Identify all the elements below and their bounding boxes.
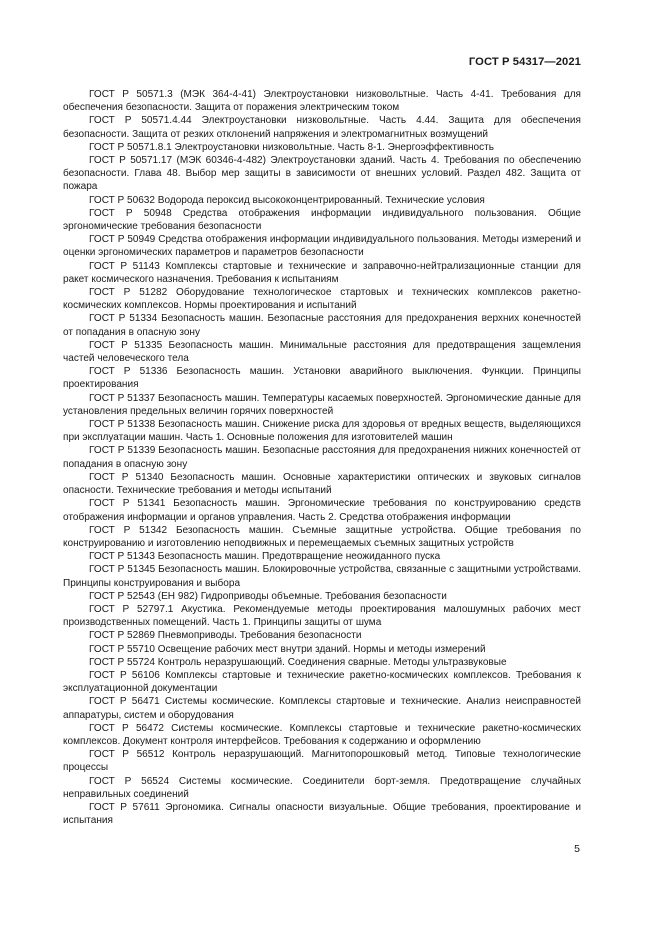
- reference-item: ГОСТ Р 50571.8.1 Электроустановки низковольтные. Часть 8-1. Энергоэффективность: [89, 141, 494, 153]
- reference-item: ГОСТ Р 50632 Водорода пероксид высококонцентрированный. Технические условия: [89, 194, 485, 206]
- reference-item: ГОСТ Р 51282 Оборудование технологическое стартовых и технических комплексов ракетно-космических комплексов. Нормы проектирования и испытаний: [63, 287, 581, 312]
- normative-references-list: [63, 88, 581, 827]
- reference-item: ГОСТ Р 56471 Системы космические. Комплексы стартовые и технические. Анализ неисправностей аппаратуры, систем и оборудования: [63, 696, 581, 721]
- reference-item: ГОСТ Р 52543 (ЕН 982) Гидроприводы объемные. Требования безопасности: [89, 590, 447, 602]
- reference-item: ГОСТ Р 51337 Безопасность машин. Температуры касаемых поверхностей. Эргономические данные для установления предельных величин горячих поверхностей: [63, 392, 581, 417]
- reference-item: ГОСТ Р 50571.3 (МЭК 364-4-41) Электроустановки низковольтные. Часть 4-41. Требования для обеспечения безопасности. Защита от поражения электрическим током: [63, 89, 581, 114]
- reference-item: ГОСТ Р 51340 Безопасность машин. Основные характеристики оптических и звуковых сигналов опасности. Технические требования и методы испытаний: [63, 471, 581, 497]
- reference-item: ГОСТ Р 56106 Комплексы стартовые и технические ракетно-космических комплексов. Требования к эксплуатационной документации: [63, 669, 581, 695]
- reference-item: ГОСТ Р 51342 Безопасность машин. Съемные защитные устройства. Общие требования по конструированию и изготовлению неподвижных и перемещаемых съемных защитных устройств: [63, 524, 581, 549]
- reference-item: ГОСТ Р 57611 Эргономика. Сигналы опасности визуальные. Общие требования, проектирование и испытания: [63, 801, 581, 827]
- document-header: ГОСТ Р 54317—2021: [468, 56, 581, 68]
- reference-item: ГОСТ Р 51143 Комплексы стартовые и технические и заправочно-нейтрализационные станции для ракет космического назначения. Требования к испытаниям: [63, 260, 581, 285]
- reference-item: ГОСТ Р 52869 Пневмоприводы. Требования безопасности: [89, 630, 362, 642]
- reference-item: ГОСТ Р 51338 Безопасность машин. Снижение риска для здоровья от вредных веществ, выделяющихся при эксплуатации машин. Часть 1. Основные положения для изготовителей машин: [63, 419, 581, 444]
- reference-item: ГОСТ Р 56512 Контроль неразрушающий. Магнитопорошковый метод. Типовые технологические процессы: [63, 749, 581, 774]
- reference-item: ГОСТ Р 51343 Безопасность машин. Предотвращение неожиданного пуска: [89, 551, 441, 563]
- reference-item: ГОСТ Р 50949 Средства отображения информации индивидуального пользования. Методы измерений и оценки эргономических параметров и параметров безопасности: [63, 234, 581, 259]
- page-number: 5: [574, 843, 580, 855]
- reference-item: ГОСТ Р 51336 Безопасность машин. Установки аварийного выключения. Функции. Принципы проектирования: [63, 366, 581, 391]
- reference-item: ГОСТ Р 52797.1 Акустика. Рекомендуемые методы проектирования малошумных рабочих мест производственных помещений. Часть 1. Принципы защиты от шума: [63, 603, 581, 629]
- reference-item: ГОСТ Р 55710 Освещение рабочих мест внутри зданий. Нормы и методы измерений: [89, 643, 486, 655]
- reference-item: ГОСТ Р 51345 Безопасность машин. Блокировочные устройства, связанные с защитными устройствами. Принципы конструирования и выбора: [63, 564, 581, 589]
- reference-item: ГОСТ Р 56472 Системы космические. Комплексы стартовые и технические ракетно-космических комплексов. Документ контроля интерфейсов. Требования к содержанию и оформлению: [63, 722, 581, 747]
- reference-item: ГОСТ Р 50571.17 (МЭК 60346-4-482) Электроустановки зданий. Часть 4. Требования по обеспечению безопасности. Глава 48. Выбор мер защиты в зависимости от внешних условий. Раздел 482. Защита от пожара: [63, 155, 581, 193]
- reference-item: ГОСТ Р 51335 Безопасность машин. Минимальные расстояния для предотвращения защемления частей человеческого тела: [63, 339, 581, 365]
- reference-item: ГОСТ Р 55724 Контроль неразрушающий. Соединения сварные. Методы ультразвуковые: [89, 656, 507, 668]
- reference-item: ГОСТ Р 51341 Безопасность машин. Эргономические требования по конструированию средств отображения информации и органов управления. Часть 2. Средства отображения информации: [63, 498, 581, 523]
- reference-item: ГОСТ Р 56524 Системы космические. Соединители борт-земля. Предотвращение случайных неправильных соединений: [63, 775, 581, 800]
- reference-item: ГОСТ Р 51339 Безопасность машин. Безопасные расстояния для предохранения нижних конечностей от попадания в опасную зону: [63, 445, 581, 470]
- reference-item: ГОСТ Р 50571.4.44 Электроустановки низковольтные. Часть 4.44. Защита для обеспечения безопасности. Защита от резких отклонений напряжения и электромагнитных возмущений: [63, 115, 581, 140]
- reference-item: ГОСТ Р 51334 Безопасность машин. Безопасные расстояния для предохранения верхних конечностей от попадания в опасную зону: [63, 313, 581, 338]
- reference-item: ГОСТ Р 50948 Средства отображения информации индивидуального пользования. Общие эргономические требования безопасности: [63, 207, 581, 233]
